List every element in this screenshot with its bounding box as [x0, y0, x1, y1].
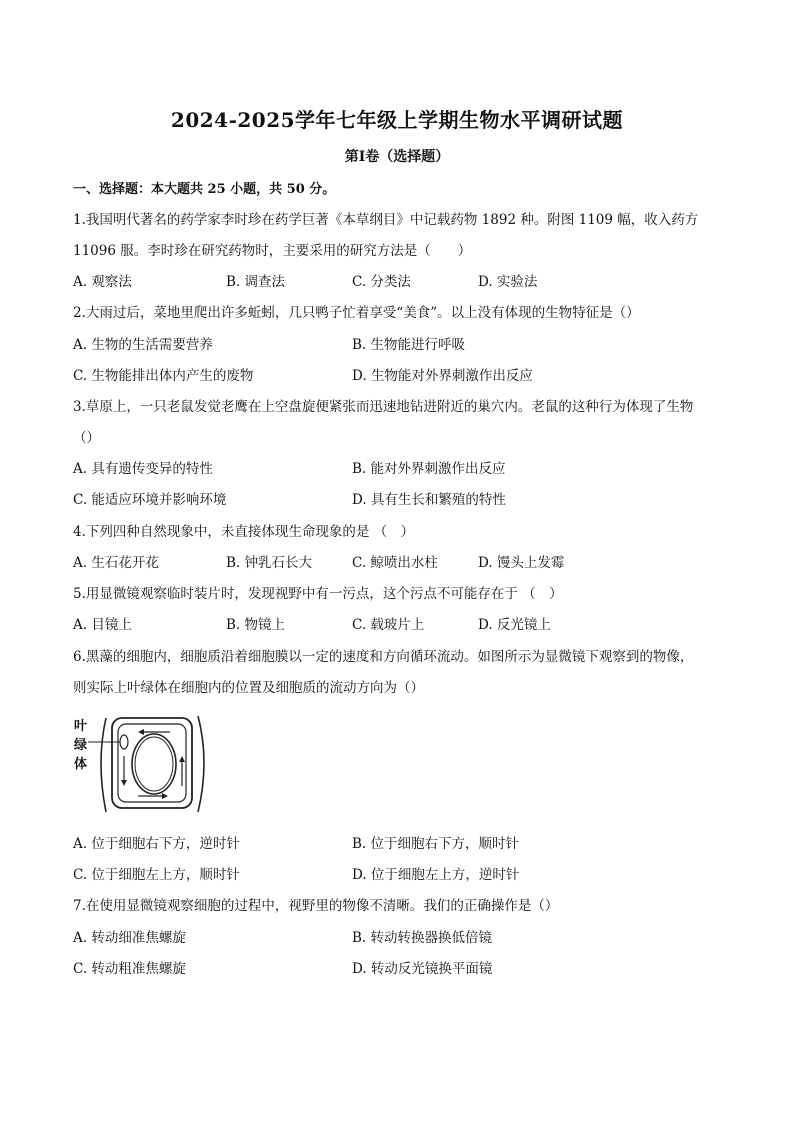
q4-option-c[interactable]: C. 鲸喷出水柱 [352, 555, 438, 571]
section-header: 一、选择题：本大题共 25 小题，共 50 分。 [73, 182, 336, 197]
flow-arrowhead-top [138, 729, 144, 735]
q3-option-d[interactable]: D. 具有生长和繁殖的特性 [352, 492, 506, 508]
q3-option-a[interactable]: A. 具有遗传变异的特性 [73, 461, 213, 477]
q5-option-d[interactable]: D. 反光镜上 [478, 617, 551, 633]
question-4-line-1: 4.下列四种自然现象中，未直接体现生命现象的是 （ ） [73, 524, 415, 540]
q3-option-b[interactable]: B. 能对外界刺激作出反应 [352, 461, 506, 477]
q2-option-d[interactable]: D. 生物能对外界刺激作出反应 [352, 368, 533, 384]
q1-option-d[interactable]: D. 实验法 [478, 274, 538, 290]
page-subtitle: 第Ⅰ卷（选择题） [344, 149, 450, 165]
q6-option-b[interactable]: B. 位于细胞右下方，顺时针 [352, 836, 520, 852]
q5-option-b[interactable]: B. 物镜上 [226, 617, 286, 633]
cell-diagram [70, 712, 210, 818]
q2-option-b[interactable]: B. 生物能进行呼吸 [352, 337, 466, 353]
flow-arrowhead-bottom [162, 793, 168, 799]
q7-option-a[interactable]: A. 转动细准焦螺旋 [73, 930, 186, 946]
question-5-line-1: 5.用显微镜观察临时装片时，发现视野中有一污点，这个污点不可能存在于 （ ） [73, 586, 563, 602]
q5-option-a[interactable]: A. 目镜上 [73, 617, 132, 633]
question-2-line-1: 2.大雨过后，菜地里爬出许多蚯蚓，几只鸭子忙着享受“美食”。以上没有体现的生物特征是（） [73, 305, 640, 321]
q1-option-a[interactable]: A. 观察法 [73, 274, 132, 290]
flow-arrowhead-right [179, 756, 185, 762]
q4-option-a[interactable]: A. 生石花开花 [73, 555, 159, 571]
q1-option-c[interactable]: C. 分类法 [352, 274, 411, 290]
q6-option-a[interactable]: A. 位于细胞右下方，逆时针 [73, 836, 240, 852]
q6-option-c[interactable]: C. 位于细胞左上方，顺时针 [73, 867, 240, 883]
question-3-line-1: 3.草原上，一只老鼠发觉老鹰在上空盘旋便紧张而迅速地钻进附近的巢穴内。老鼠的这种行为体现了生物 [73, 399, 694, 415]
nucleus-inner [135, 737, 173, 791]
question-7-line-1: 7.在使用显微镜观察细胞的过程中，视野里的物像不清晰。我们的正确操作是（） [73, 898, 559, 914]
flow-arrowhead-left [121, 780, 127, 786]
question-1-line-1: 1.我国明代著名的药学家李时珍在药学巨著《本草纲目》中记载药物 1892 种。附图 1109 幅，收入药方 [73, 212, 699, 228]
q1-option-b[interactable]: B. 调查法 [226, 274, 286, 290]
q2-option-a[interactable]: A. 生物的生活需要营养 [73, 337, 213, 353]
neighbor-cell-right-wall [198, 716, 204, 812]
q7-option-c[interactable]: C. 转动粗准焦螺旋 [73, 961, 186, 977]
chloroplast-label-2: 绿 [74, 738, 88, 753]
q7-option-d[interactable]: D. 转动反光镜换平面镜 [352, 961, 493, 977]
question-3-line-2: （） [73, 430, 100, 446]
q2-option-c[interactable]: C. 生物能排出体内产生的废物 [73, 368, 254, 384]
chloroplast-label-1: 叶 [74, 719, 88, 734]
neighbor-cell-left-wall [101, 718, 106, 812]
page-title: 2024-2025学年七年级上学期生物水平调研试题 [170, 108, 624, 132]
q4-option-b[interactable]: B. 钟乳石长大 [226, 555, 313, 571]
nucleus [132, 734, 176, 794]
q5-option-c[interactable]: C. 载玻片上 [352, 617, 425, 633]
q7-option-b[interactable]: B. 转动转换器换低倍镜 [352, 930, 493, 946]
question-6-line-2: 则实际上叶绿体在细胞内的位置及细胞质的流动方向为（） [73, 680, 424, 696]
chloroplast-label-3: 体 [74, 757, 88, 772]
q3-option-c[interactable]: C. 能适应环境并影响环境 [73, 492, 227, 508]
q6-option-d[interactable]: D. 位于细胞左上方，逆时针 [352, 867, 520, 883]
question-1-line-2: 11096 服。李时珍在研究药物时，主要采用的研究方法是（ ） [73, 243, 472, 259]
question-6-line-1: 6.黑藻的细胞内，细胞质沿着细胞膜以一定的速度和方向循环流动。如图所示为显微镜下观察到的物像， [73, 649, 694, 665]
chloroplast [120, 735, 128, 749]
q4-option-d[interactable]: D. 馒头上发霉 [478, 555, 565, 571]
